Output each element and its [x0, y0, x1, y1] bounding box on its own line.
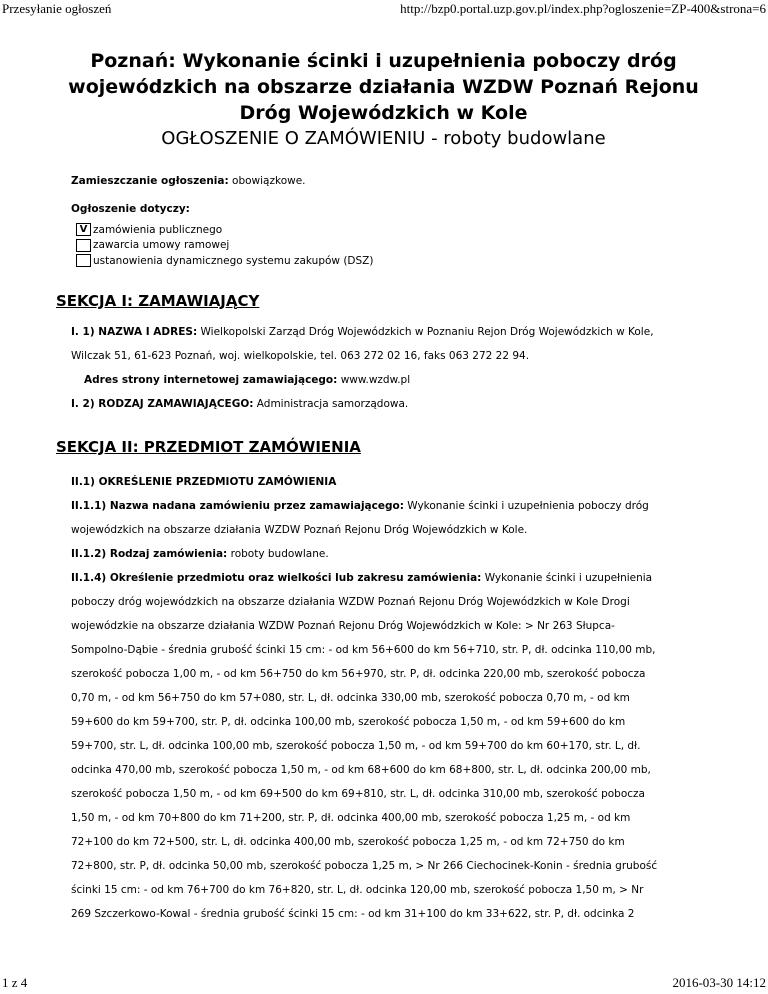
nazwa-zamowienia-label: II.1.1) Nazwa nadana zamówieniu przez zamawiającego:	[71, 499, 404, 512]
print-footer-date: 2016-03-30 14:12	[672, 975, 766, 990]
rodzaj-zamawiajacego-field	[56, 392, 711, 416]
zakres-line: 72+100 do km 72+500, str. L, dł. odcinka 400,00 mb, szerokość pobocza 1,25 m, - od km 72+750 do km	[71, 835, 625, 848]
print-footer-page: 1 z 4	[2, 975, 28, 990]
website-link[interactable]: www.wzdw.pl	[337, 373, 411, 386]
zakres-line: poboczy dróg wojewódzkich na obszarze działania WZDW Poznań Rejonu Dróg Wojewódzkich w Kole Drogi	[71, 595, 630, 608]
nazwa-i-adres-label: I. 1) NAZWA I ADRES:	[71, 325, 198, 338]
title-line-1: Poznań: Wykonanie ścinki i uzupełnienia poboczy dróg	[90, 50, 677, 72]
option-dsz	[76, 253, 711, 269]
section-1-heading: SEKCJA I: ZAMAWIAJĄCY	[56, 291, 260, 310]
option-checkbox-checked: V	[76, 223, 91, 236]
zakres-line: Sompolno-Dąbie - średnia grubość ścinki 15 cm: - od km 56+600 do km 56+710, str. P, dł. odcinka 110,00 mb,	[71, 643, 656, 656]
nazwa-i-adres-line-1	[56, 320, 711, 344]
section-2-heading: SEKCJA II: PRZEDMIOT ZAMÓWIENIA	[56, 437, 361, 456]
print-header-title: Przesyłanie ogłoszeń	[2, 1, 112, 16]
zakres-line: 59+600 do km 59+700, str. P, dł. odcinka 100,00 mb, szerokość pobocza 1,50 m, - od km 59+600 do km	[71, 715, 626, 728]
dotyczy-label: Ogłoszenie dotyczy:	[71, 203, 190, 215]
option-checkbox	[76, 254, 91, 267]
zakres-line: szerokość pobocza 1,50 m, - od km 69+500 do km 69+810, str. L, dł. odcinka 310,00 mb, szerokość pobocza	[71, 787, 645, 800]
rodzaj-zamawiajacego-label: I. 2) RODZAJ ZAMAWIAJĄCEGO:	[71, 397, 254, 410]
document-subtitle: OGŁOSZENIE O ZAMÓWIENIU - roboty budowlane	[161, 128, 606, 149]
rodzaj-zamowienia-label: II.1.2) Rodzaj zamówienia:	[71, 547, 228, 560]
option-label: zamówienia publicznego	[93, 223, 223, 236]
nazwa-zamowienia-line-2: wojewódzkich na obszarze działania WZDW Poznań Rejonu Dróg Wojewódzkich w Kole.	[71, 523, 528, 536]
zamieszczanie-field	[56, 174, 711, 188]
option-label: zawarcia umowy ramowej	[93, 239, 230, 252]
zakres-line: szerokość pobocza 1,00 m, - od km 56+750 do km 56+970, str. P, dł. odcinka 220,00 mb, szerokość pobocza	[71, 667, 646, 680]
option-zamowienia-publicznego	[76, 222, 711, 238]
zamieszczanie-value: obowiązkowe.	[228, 175, 306, 187]
nazwa-zamowienia-value: Wykonanie ścinki i uzupełnienia poboczy dróg	[403, 499, 649, 512]
nazwa-i-adres-line-2: Wilczak 51, 61-623 Poznań, woj. wielkopolskie, tel. 063 272 02 16, faks 063 272 22 94.	[71, 349, 530, 362]
zakres-label: II.1.4) Określenie przedmiotu oraz wielkości lub zakresu zamówienia:	[71, 571, 482, 584]
okreslenie-heading: II.1) OKREŚLENIE PRZEDMIOTU ZAMÓWIENIA	[71, 475, 337, 488]
document-body	[56, 48, 711, 926]
option-label: ustanowienia dynamicznego systemu zakupów (DSZ)	[93, 254, 374, 267]
title-line-2: wojewódzkich na obszarze działania WZDW Poznań Rejonu	[68, 76, 699, 98]
zakres-line: wojewódzkie na obszarze działania WZDW Poznań Rejonu Dróg Wojewódzkich w Kole: > Nr 263 Słupca-	[71, 619, 615, 632]
option-umowa-ramowa	[76, 238, 711, 254]
print-header-url: http://bzp0.portal.uzp.gov.pl/index.php?ogloszenie=ZP-400&strona=6	[400, 1, 766, 16]
zakres-line-0	[56, 566, 711, 590]
zakres-line: 59+700, str. L, dł. odcinka 100,00 mb, szerokość pobocza 1,50 m, - od km 59+700 do km 60+170, str. L, dł.	[71, 739, 641, 752]
option-checkbox	[76, 239, 91, 252]
website-field	[56, 368, 711, 392]
zakres-line: 269 Szczerkowo-Kowal - średnia grubość ścinki 15 cm: - od km 31+100 do km 33+622, str. P, dł. odcinka 2	[71, 907, 635, 920]
website-label: Adres strony internetowej zamawiającego:	[84, 373, 338, 386]
zakres-line: ścinki 15 cm: - od km 76+700 do km 76+820, str. L, dł. odcinka 120,00 mb, szerokość pobocza 1,50 m, > Nr	[71, 883, 644, 896]
zakres-line: 72+800, str. P, dł. odcinka 50,00 mb, szerokość pobocza 1,25 m, > Nr 266 Ciechocinek-Konin - średnia grubość	[71, 859, 658, 872]
zakres-line: 1,50 m, - od km 70+800 do km 71+200, str. P, dł. odcinka 400,00 mb, szerokość pobocza 1,25 m, - od km	[71, 811, 631, 824]
rodzaj-zamawiajacego-value: Administracja samorządowa.	[253, 397, 409, 410]
document-title	[56, 48, 711, 126]
zakres-text: Wykonanie ścinki i uzupełnienia	[481, 571, 653, 584]
nazwa-zamowienia-line-1	[56, 494, 711, 518]
zakres-line: odcinka 470,00 mb, szerokość pobocza 1,50 m, - od km 68+600 do km 68+800, str. L, dł. odcinka 200,00 mb,	[71, 763, 651, 776]
zakres-line: 0,70 m, - od km 56+750 do km 57+080, str. L, dł. odcinka 330,00 mb, szerokość pobocza 0,70 m, - od km	[71, 691, 630, 704]
rodzaj-zamowienia-field	[56, 542, 711, 566]
title-line-3: Dróg Wojewódzkich w Kole	[239, 102, 528, 124]
nazwa-i-adres-value: Wielkopolski Zarząd Dróg Wojewódzkich w Poznaniu Rejon Dróg Wojewódzkich w Kole,	[197, 325, 654, 338]
rodzaj-zamowienia-value: roboty budowlane.	[227, 547, 329, 560]
dotyczy-options	[76, 222, 711, 269]
zamieszczanie-label: Zamieszczanie ogłoszenia:	[71, 175, 229, 187]
